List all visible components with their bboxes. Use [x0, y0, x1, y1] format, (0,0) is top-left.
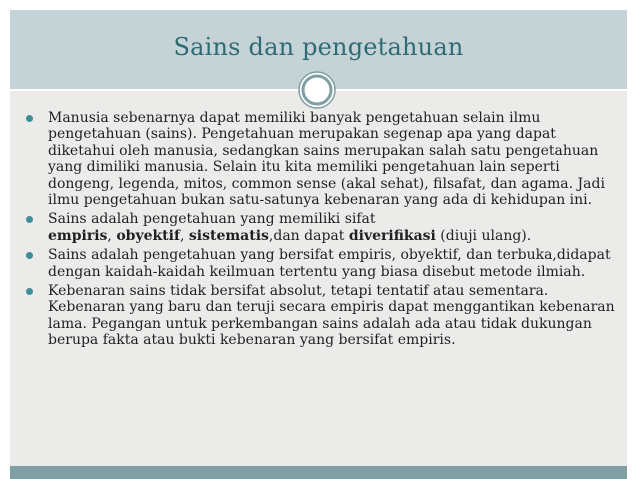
- bullet-icon: [26, 115, 33, 122]
- bullet-text: Manusia sebenarnya dapat memiliki banyak pengetahuan selain ilmu pengetahuan (sains). Pengetahuan merupakan segenap apa yang dapat diketahui oleh manusia, sedangkan sains merupakan salah satu pengetahuan yang dimiliki manusia. Selain itu kita memiliki pengetahuan lain seperti dongeng, legenda, mitos, common sense (akal sehat), filsafat, dan agama. Jadi ilmu pengetahuan bukan satu-satunya kebenaran yang ada di kehidupan ini.: [48, 110, 605, 209]
- term-obyektif: obyektif: [116, 227, 180, 244]
- list-item: [20, 110, 620, 208]
- bullet-icon: [26, 288, 33, 295]
- slide-title: Sains dan pengetahuan: [173, 33, 464, 61]
- footer-bar: [10, 466, 627, 479]
- bullet-icon: [26, 252, 33, 259]
- list-item: [20, 283, 620, 349]
- circle-ornament-icon: [297, 70, 337, 110]
- bullet-text-tail: (diuji ulang).: [435, 227, 532, 244]
- connector-text: ,dan dapat: [268, 227, 349, 244]
- bullet-text-intro: Sains adalah pengetahuan yang memiliki sifat: [48, 211, 376, 228]
- separator: ,: [107, 227, 117, 244]
- bullet-icon: [26, 216, 33, 223]
- slide-content: [20, 110, 620, 352]
- bullet-list: [20, 110, 620, 349]
- term-sistematis: sistematis: [188, 227, 269, 244]
- list-item: [20, 211, 620, 244]
- bullet-text: Kebenaran sains tidak bersifat absolut, tetapi tentatif atau sementara. Kebenaran yang baru dan teruji secara empiris dapat menggantikan kebenaran lama. Pegangan untuk perkembangan sains adalah ada atau tidak dukungan berupa fakta atau bukti kebenaran yang bersifat empiris.: [48, 283, 615, 349]
- term-diverifikasi: diverifikasi: [348, 227, 436, 244]
- bullet-text: Sains adalah pengetahuan yang bersifat empiris, obyektif, dan terbuka,didapat dengan kaidah-kaidah keilmuan tertentu yang biasa disebut metode ilmiah.: [48, 247, 611, 280]
- list-item: [20, 247, 620, 280]
- term-empiris: empiris: [48, 227, 108, 244]
- separator: ,: [180, 227, 189, 244]
